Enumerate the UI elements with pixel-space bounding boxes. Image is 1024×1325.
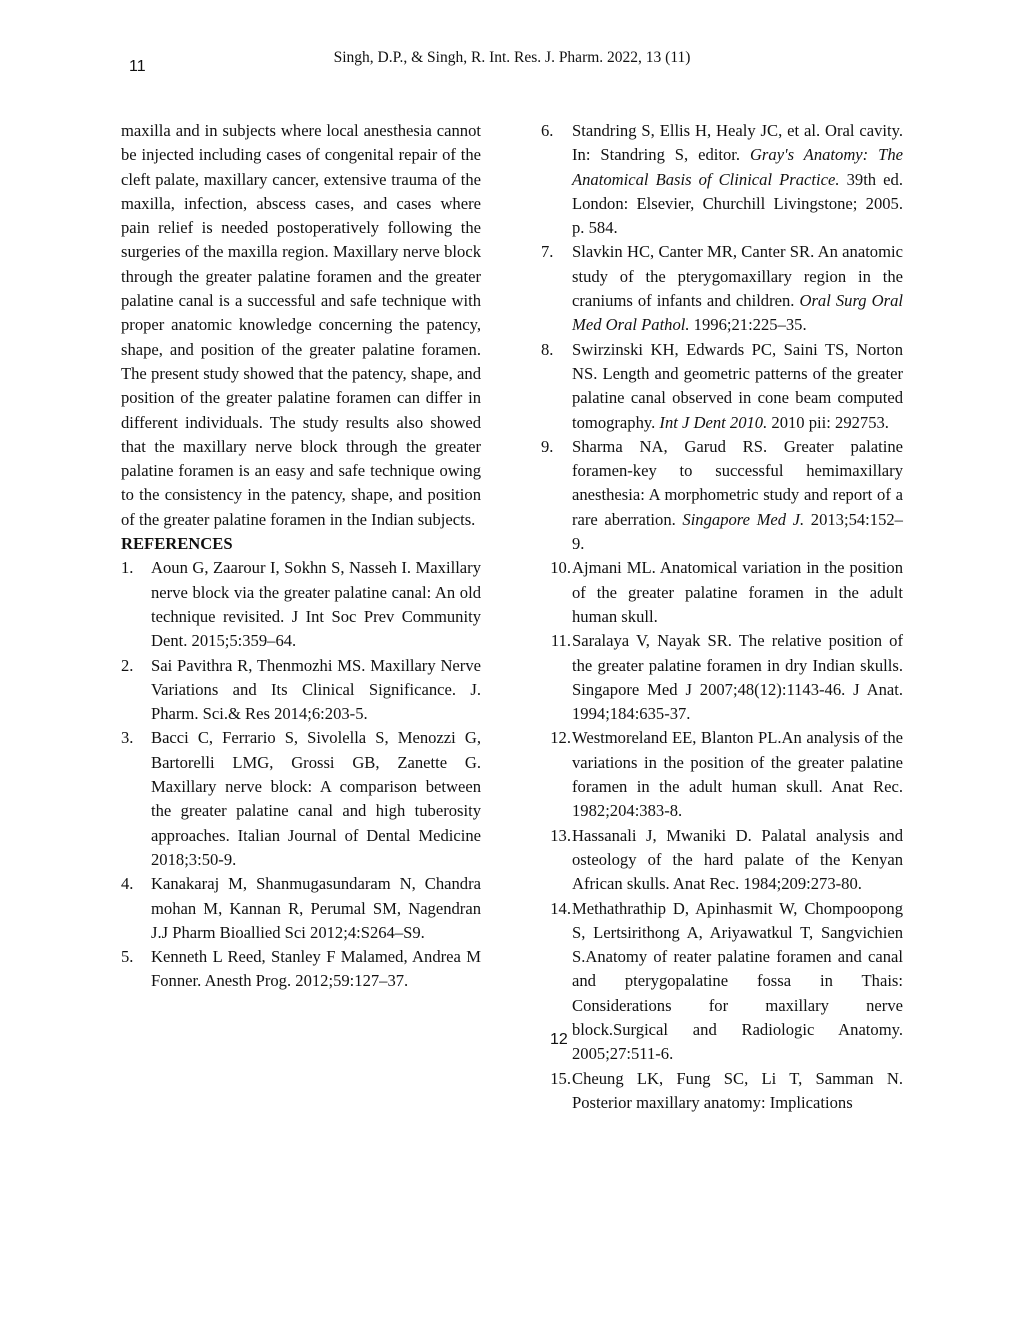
- reference-text-tail: 2010 pii: 292753.: [767, 412, 889, 432]
- reference-item: [121, 556, 481, 653]
- reference-item: [121, 726, 481, 872]
- reference-text: Standring S, Ellis H, Healy JC, et al. Oral cavity. In: Standring S, editor.: [572, 121, 903, 165]
- reference-number: 10.: [550, 558, 571, 578]
- reference-text: Westmoreland EE, Blanton PL.An analysis of the variations in the position of the greater palatine foramen in the adult human skull. Anat Rec. 1982;204:383-8.: [572, 728, 903, 821]
- reference-item: [541, 338, 903, 435]
- reference-text: Slavkin HC, Canter MR, Canter SR. An anatomic study of the pterygomaxillary region in the craniums of infants and children.: [572, 242, 903, 311]
- reference-number: 7.: [541, 242, 554, 262]
- reference-item: [541, 726, 903, 823]
- reference-item: [541, 1067, 903, 1116]
- reference-text: Ajmani ML. Anatomical variation in the position of the greater palatine foramen in the adult human skull.: [572, 558, 903, 626]
- reference-text: Kanakaraj M, Shanmugasundaram N, Chandra mohan M, Kannan R, Perumal SM, Nagendran J.J Pharm Bioallied Sci 2012;4:S264–S9.: [151, 874, 481, 942]
- running-head: Singh, D.P., & Singh, R. Int. Res. J. Pharm. 2022, 13 (11): [333, 49, 691, 66]
- reference-text: Methathrathip D, Apinhasmit W, Chompoopong S, Lertsirithong A, Ariyawatkul T, Sangvichien S.Anatomy of reater palatine foramen and canal and pterygopalatine fossa in Thais: Considerations for maxillary nerve block.Surgical and Radiologic Anatomy. 2005;27:511-6.: [572, 898, 903, 1064]
- reference-text-tail: 39th ed. London: Elsevier, Churchill Livingstone; 2005. p. 584.: [572, 169, 903, 238]
- reference-item: [121, 945, 481, 994]
- reference-text: Saralaya V, Nayak SR. The relative position of the greater palatine foramen in dry Indian skulls. Singapore Med J 2007;48(12):1143-46. J Anat. 1994;184:635-37.: [572, 631, 903, 724]
- reference-number: 14.: [550, 898, 571, 918]
- reference-number: 2.: [121, 655, 134, 675]
- reference-number: 15.: [550, 1068, 571, 1088]
- reference-item: [121, 872, 481, 945]
- reference-item: [541, 556, 903, 629]
- reference-text: Sai Pavithra R, Thenmozhi MS. Maxillary Nerve Variations and Its Clinical Significance. J. Pharm. Sci.& Res 2014;6:203-5.: [151, 655, 481, 724]
- reference-item: [541, 897, 903, 1067]
- overlapping-page-number: 12: [550, 1031, 568, 1048]
- reference-list-left: [121, 556, 481, 993]
- reference-list-right: [541, 119, 903, 1115]
- reference-number: 6.: [541, 121, 554, 140]
- references-heading: REFERENCES: [121, 534, 233, 554]
- reference-source: Gray's Anatomy: The Anatomical Basis of Clinical Practice.: [572, 145, 903, 189]
- reference-item: [541, 119, 903, 240]
- reference-text: Swirzinski KH, Edwards PC, Saini TS, Norton NS. Length and geometric patterns of the greater palatine canal observed in cone beam computed tomography.: [572, 339, 903, 432]
- reference-item: [541, 629, 903, 726]
- reference-source: Int J Dent 2010.: [659, 412, 768, 432]
- reference-number: 11.: [550, 631, 571, 651]
- reference-item: [541, 435, 903, 556]
- reference-text: Hassanali J, Mwaniki D. Palatal analysis and osteology of the hard palate of the Kenyan African skulls. Anat Rec. 1984;209:273-80.: [572, 825, 903, 894]
- reference-item: [541, 240, 903, 337]
- reference-number: 1.: [121, 558, 134, 578]
- reference-number: 4.: [121, 874, 134, 894]
- reference-item: [121, 654, 481, 727]
- reference-number: 5.: [121, 947, 134, 967]
- reference-number: 9.: [541, 436, 554, 456]
- body-paragraph: maxilla and in subjects where local anesthesia cannot be injected including cases of congenital repair of the cleft palate, maxillary cancer, extensive trauma of the maxilla, infection, abscess cases, and cases where pain relief is needed postoperatively following the surgeries of the maxilla region. Maxillary nerve block through the greater palatine foramen and the greater palatine canal is a successful and safe technique with proper anatomic knowledge concerning the patency, shape, and position of the greater palatine foramen. The present study showed that the patency, shape, and position of the greater palatine foramen can differ in different individuals. The study results also showed that the maxillary nerve block through the greater palatine foramen is an easy and safe technique owing to the consistency in the patency, shape, and position of the greater palatine foramen in the Indian subjects.: [121, 121, 481, 529]
- reference-number: 8.: [541, 339, 554, 359]
- page-number: 11: [129, 58, 146, 75]
- reference-item: [541, 824, 903, 897]
- reference-text: Cheung LK, Fung SC, Li T, Samman N. Posterior maxillary anatomy: Implications: [572, 1068, 903, 1112]
- reference-number: 12.: [550, 728, 571, 748]
- reference-source: Oral Surg Oral Med Oral Pathol.: [572, 291, 903, 335]
- reference-text: Kenneth L Reed, Stanley F Malamed, Andrea M Fonner. Anesth Prog. 2012;59:127–37.: [151, 947, 481, 991]
- reference-text: Sharma NA, Garud RS. Greater palatine foramen-key to successful hemimaxillary anesthesia: A morphometric study and report of a rare aberration.: [572, 436, 903, 529]
- reference-number: 13.: [550, 825, 571, 845]
- reference-source: Singapore Med J.: [682, 509, 805, 529]
- reference-number: 3.: [121, 728, 134, 748]
- reference-text: Aoun G, Zaarour I, Sokhn S, Nasseh I. Maxillary nerve block via the greater palatine canal: An old technique revisited. J Int Soc Prev Community Dent. 2015;5:359–64.: [151, 558, 481, 651]
- reference-text-tail: 2013;54:152–9.: [572, 509, 903, 554]
- right-column: [541, 119, 903, 1115]
- reference-text: Bacci C, Ferrario S, Sivolella S, Menozzi G, Bartorelli LMG, Grossi GB, Zanette G. Maxillary nerve block: A comparison between the greater palatine canal and high tuberosity approaches. Italian Journal of Dental Medicine 2018;3:50-9.: [151, 728, 481, 869]
- left-column: [121, 119, 481, 994]
- reference-text-tail: 1996;21:225–35.: [689, 315, 807, 335]
